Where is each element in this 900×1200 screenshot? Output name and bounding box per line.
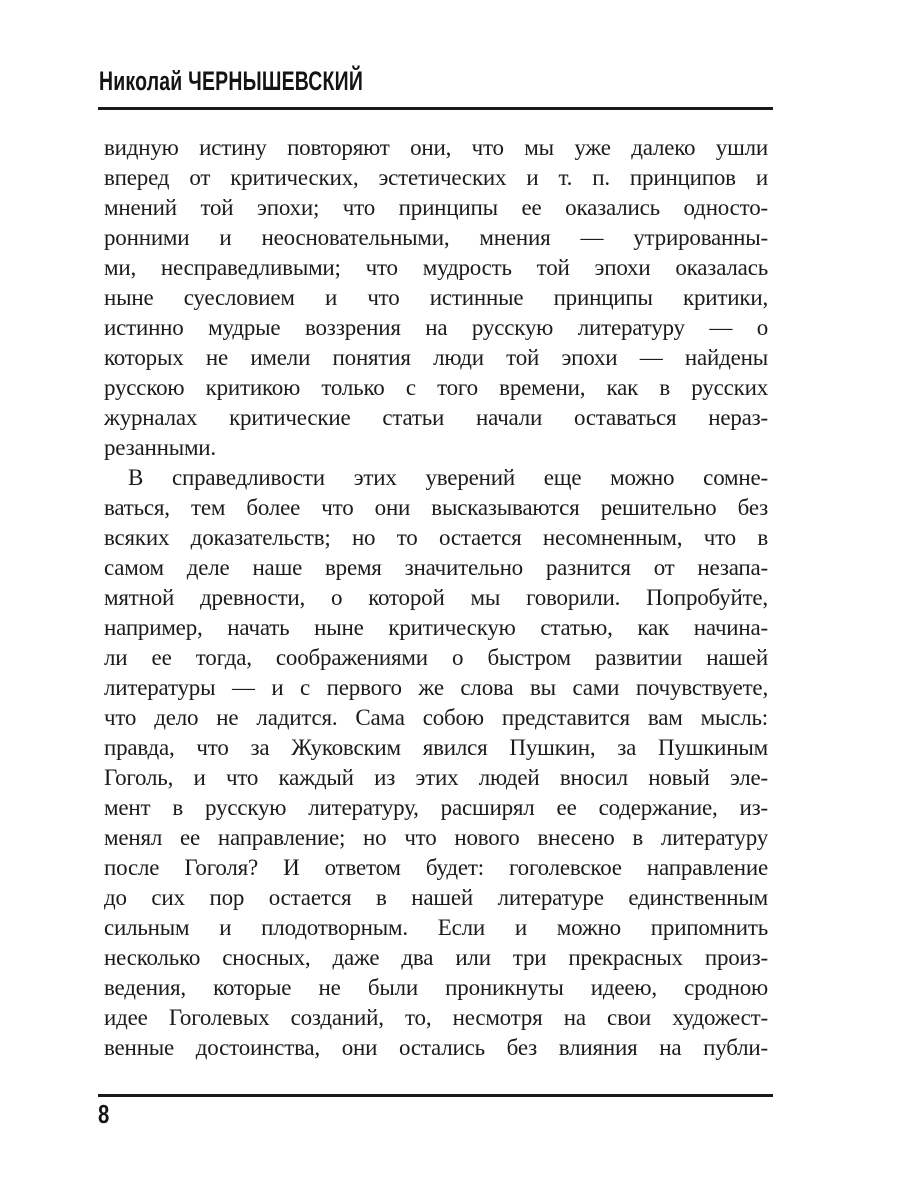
text-line: до сих пор остается в нашей литературе единственным: [104, 885, 768, 910]
text-line: сильным и плодотворным. Если и можно припомнить: [104, 915, 768, 940]
text-line: истинно мудрые воззрения на русскую литературу — о: [104, 315, 768, 340]
text-line: журналах критические статьи начали оставаться нераз-: [104, 405, 768, 430]
text-line: видную истину повторяют они, что мы уже далеко ушли: [104, 135, 768, 160]
running-header-text: [99, 66, 363, 96]
text-line: идее Гоголевых созданий, то, несмотря на свои художест-: [104, 1005, 768, 1030]
text-line: ваться, тем более что они высказываются решительно без: [104, 495, 768, 520]
text-line: менял ее направление; но что нового внесено в литературу: [104, 825, 768, 850]
text-line: венные достоинства, они остались без влияния на публи-: [104, 1035, 768, 1060]
text-line: мент в русскую литературу, расширял ее содержание, из-: [104, 795, 768, 820]
text-line: мнений той эпохи; что принципы ее оказались односто-: [104, 195, 768, 220]
text-line: которых не имели понятия люди той эпохи — найдены: [104, 345, 768, 370]
running-header: [99, 66, 466, 96]
text-line: ронними и неосновательными, мнения — утрированны-: [104, 225, 768, 250]
text-line: несколько сносных, даже два или три прекрасных произ-: [104, 945, 768, 970]
footer-rule: [98, 1094, 773, 1097]
text-line: что дело не ладится. Сама собою представится вам мысль:: [104, 705, 768, 730]
text-line: самом деле наше время значительно разнится от незапа-: [104, 555, 768, 580]
text-line: ли ее тогда, соображениями о быстром развитии нашей: [104, 645, 768, 670]
text-line: например, начать ныне критическую статью, как начина-: [104, 615, 768, 640]
text-line: ми, несправедливыми; что мудрость той эпохи оказалась: [104, 255, 768, 280]
text-line: ныне суесловием и что истинные принципы критики,: [104, 285, 768, 310]
author-last-name: ЧЕРНЫШЕВСКИЙ: [188, 66, 364, 96]
header-rule: [98, 107, 773, 110]
text-line: всяких доказательств; но то остается несомненным, что в: [104, 525, 768, 550]
text-line: мятной древности, о которой мы говорили. Попробуйте,: [104, 585, 768, 610]
body-text: [99, 133, 772, 1063]
text-line: правда, что за Жуковским явился Пушкин, за Пушкиным: [104, 735, 768, 760]
text-line: вперед от критических, эстетических и т. п. принципов и: [104, 165, 768, 190]
text-line: резанными.: [104, 435, 216, 460]
text-line: В справедливости этих уверений еще можно сомне-: [128, 465, 768, 490]
text-line: ведения, которые не были проникнуты идеею, сродною: [104, 975, 768, 1000]
text-line: Гоголь, и что каждый из этих людей вносил новый эле-: [104, 765, 768, 790]
text-line: после Гоголя? И ответом будет: гоголевское направление: [104, 855, 768, 880]
page-number: 8: [98, 1099, 110, 1129]
text-line: русскою критикою только с того времени, как в русских: [104, 375, 768, 400]
text-line: литературы — и с первого же слова вы сами почувствуете,: [104, 675, 768, 700]
author-first-name: Николай: [99, 66, 183, 96]
